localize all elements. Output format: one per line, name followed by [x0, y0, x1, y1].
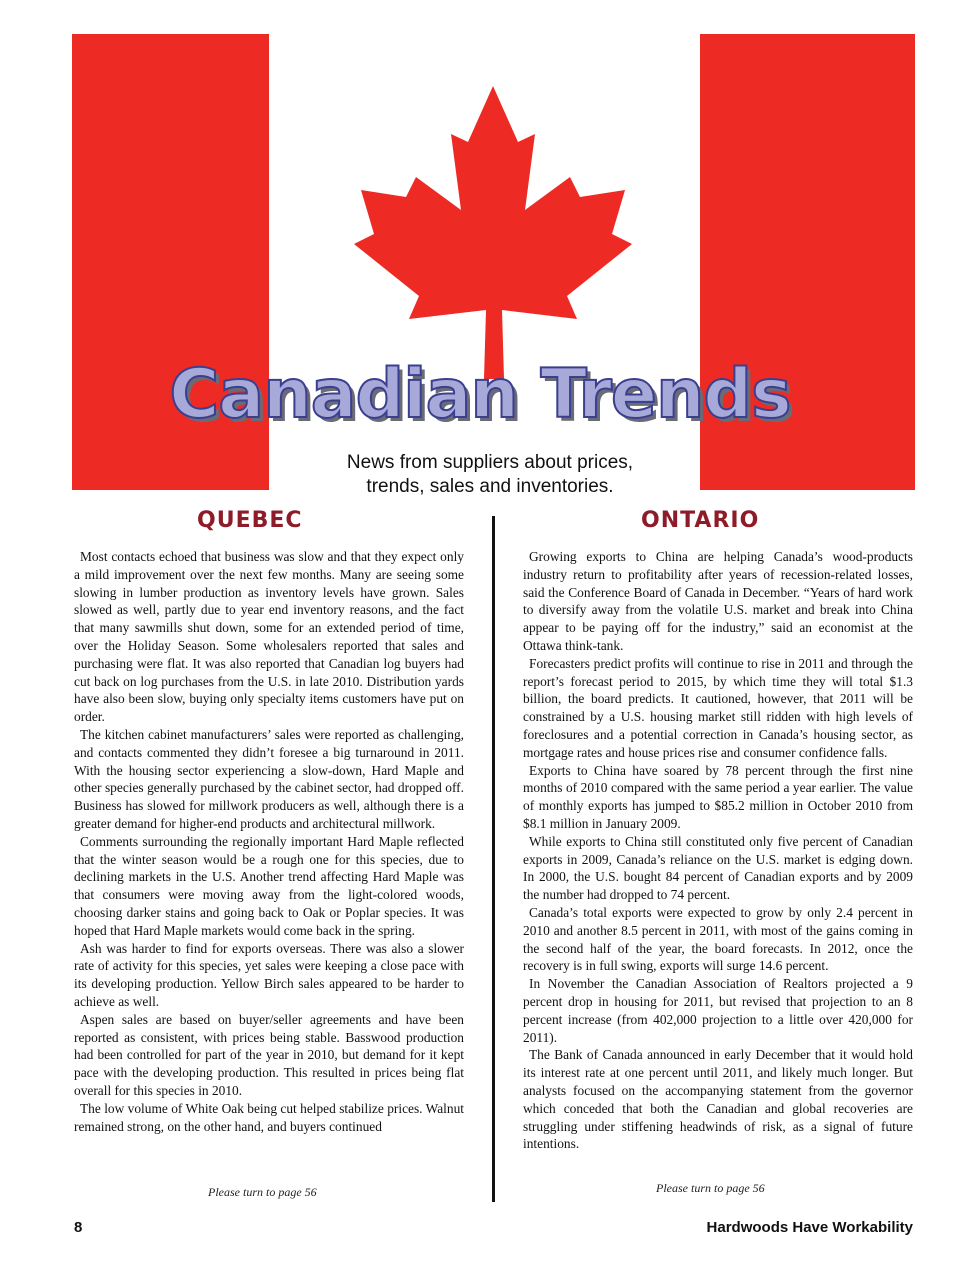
- quebec-paragraph: The kitchen cabinet manufacturers’ sales were reported as challenging, and contacts commented they didn’t foresee a big turnaround in 2011. With the housing sector experiencing a slow-down, Hard Maple and other species generally purchased by the cabinet sector, had dropped off. Business has slowed for millwork producers as well, although there is a greater demand for higher-end products and architectural millwork.: [74, 726, 464, 831]
- quebec-column: [74, 548, 464, 1135]
- ontario-paragraph: Forecasters predict profits will continue to rise in 2011 and through the report’s forecast period to 2015, by which time they will total $1.3 billion, the board predicts. It cautioned, however, that 2011 will be constrained by a U.S. housing market still ridden with high levels of foreclosures and a potential correction in Canada’s housing sector, as mortgage rates and house prices rise and consumer confidence falls.: [523, 655, 913, 760]
- quebec-continued-note: Please turn to page 56: [208, 1185, 317, 1199]
- subtitle-line-2: trends, sales and inventories.: [366, 476, 614, 497]
- page-title: Canadian Trends: [169, 355, 791, 434]
- ontario-column: [523, 548, 913, 1153]
- page-subtitle: [290, 451, 690, 499]
- quebec-paragraph: The low volume of White Oak being cut helped stabilize prices. Walnut remained strong, on the other hand, and buyers continued: [74, 1100, 464, 1134]
- ontario-paragraph: The Bank of Canada announced in early December that it would hold its interest rate at one percent until 2011, and likely much longer. But analysts focused on the accompanying statement from the governor which conceded that both the Canadian and global recoveries are struggling under stiffening headwinds of risk, as a signal of future intentions.: [523, 1047, 913, 1152]
- quebec-paragraph: Comments surrounding the regionally important Hard Maple reflected that the winter season would be a rough one for this species, due to declining markets in the U.S. Another trend affecting Hard Maple was that consumers were moving away from the light-colored woods, choosing darker stains and going back to Oak or Poplar species. It was hoped that Hard Maple markets would come back in the spring.: [74, 833, 464, 938]
- quebec-heading: QUEBEC: [197, 508, 303, 533]
- ontario-paragraph: Growing exports to China are helping Canada’s wood-products industry return to profitability after years of recession-related losses, said the Conference Board of Canada in December. “Years of hard work to diversify away from the volatile U.S. market and break into China appear to be paying off for the industry,” said an economist at the Ottawa think-tank.: [523, 549, 913, 653]
- ontario-paragraph: In November the Canadian Association of Realtors projected a 9 percent drop in housing for 2011, but revised that projection to an 8 percent increase (from 402,000 projection to a little over 420,000 for 2011).: [523, 976, 913, 1045]
- quebec-paragraph: Most contacts echoed that business was slow and that they expect only a mild improvement over the next few months. Many are seeing some slowing in lumber production as inventory levels have grown. Sales slowed as well, partly due to year end inventory reasons, and the fact that many sawmills shut down, some for an extended period of time, over the Holiday Season. Some wholesalers reported that sales and purchasing were flat. It was also reported that Canadian log buyers had cut back on log purchases from the U.S. in late 2010. Distribution yards have also been slow, buying only specialty items customers have put on order.: [74, 549, 464, 725]
- ontario-paragraph: While exports to China still constituted only five percent of Canadian exports in 2009, Canada’s reliance on the U.S. market is edging down. In 2000, the U.S. bought 84 percent of Canadian exports and by 2009 the number had dropped to 74 percent.: [523, 833, 913, 903]
- ontario-continued-note: Please turn to page 56: [656, 1181, 765, 1195]
- page-number: 8: [74, 1219, 83, 1236]
- column-divider: [492, 516, 495, 1202]
- subtitle-line-1: News from suppliers about prices,: [346, 452, 634, 473]
- ontario-paragraph: Canada’s total exports were expected to grow by only 2.4 percent in 2010 and another 8.5 percent in 2011, with most of the gains coming in the second half of the year, the board forecasts. In 2012, once the recovery is in full swing, exports will surge 14.6 percent.: [523, 904, 913, 974]
- publication-name: Hardwoods Have Workability: [706, 1219, 913, 1236]
- quebec-paragraph: Ash was harder to find for exports overseas. There was also a slower rate of activity for this species, yet sales were keeping a close pace with its developing production. Yellow Birch sales appeared to be harder to achieve as well.: [74, 940, 464, 1009]
- quebec-paragraph: Aspen sales are based on buyer/seller agreements and have been reported as consistent, with prices being stable. Basswood production had been controlled for part of the year in 2010, but demand for it kept pace with the developing production. This resulted in prices being flat overall for this species in 2010.: [74, 1011, 464, 1098]
- ontario-paragraph: Exports to China have soared by 78 percent through the first nine months of 2010 compared with the same period a year earlier. The value of monthly exports has jumped to $85.2 million in October 2010 from $8.1 million in January 2009.: [523, 762, 913, 831]
- ontario-heading: ONTARIO: [641, 508, 760, 533]
